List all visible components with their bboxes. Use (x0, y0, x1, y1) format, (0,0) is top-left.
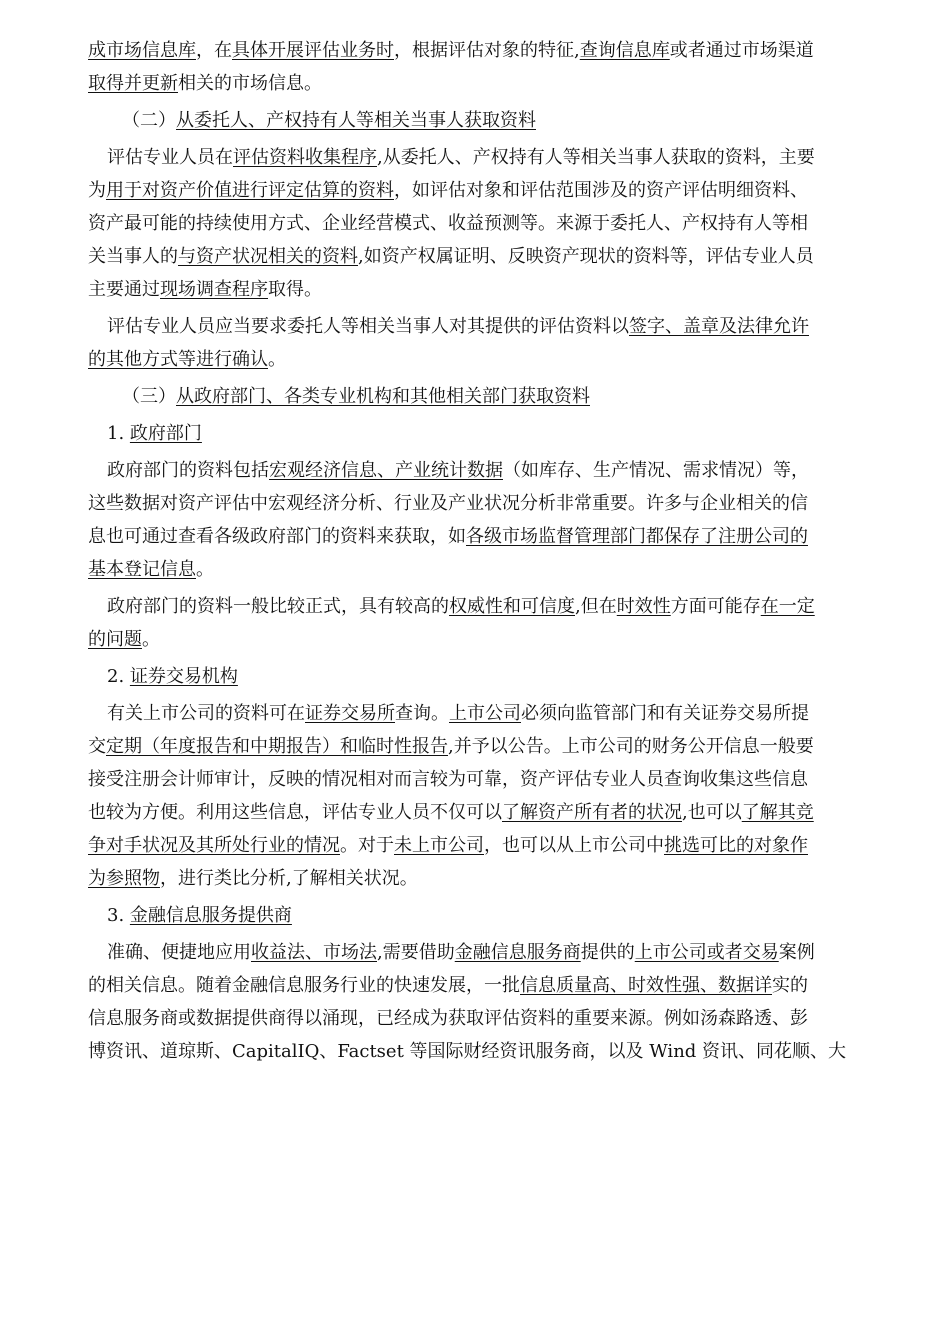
text-run: 实的 (772, 975, 808, 996)
section-heading (88, 104, 864, 137)
paragraph (88, 141, 864, 306)
paragraph (88, 454, 864, 586)
underlined-text: 为参照物 (88, 868, 160, 889)
text-run: 政府部门的资料包括 (107, 460, 269, 481)
paragraph (88, 34, 864, 100)
text-run: （如库存、生产情况、需求情况）等， (503, 460, 809, 481)
paragraph (88, 590, 864, 656)
underlined-text: 在一定 (760, 596, 815, 617)
text-run: ,但在 (575, 596, 617, 617)
underlined-text: 用于对资产价值进行评定估算的资料 (106, 180, 394, 201)
text-line (88, 862, 864, 895)
underlined-text: 签字、盖章及法律允许 (629, 316, 809, 337)
text-line (107, 417, 864, 450)
text-run: 1. (107, 423, 130, 444)
underlined-text: 与资产状况相关的资料 (178, 246, 358, 267)
underlined-text: 挑选可比的对象作 (664, 835, 808, 856)
underlined-text: 的问题 (88, 629, 142, 650)
text-line (88, 936, 864, 969)
text-run: 2. (107, 666, 130, 687)
text-run: 方面可能存 (670, 596, 761, 617)
text-line (88, 487, 864, 520)
underlined-text: 定期（年度报告和中期报告）和临时性报告 (106, 736, 448, 757)
text-line (107, 660, 864, 693)
text-run: ，在 (196, 40, 232, 61)
text-run: 。 (196, 559, 214, 580)
subsection-heading (88, 660, 864, 693)
underlined-text: 基本登记信息 (88, 559, 196, 580)
paragraph (88, 697, 864, 895)
text-line (88, 207, 864, 240)
underlined-text: 信息质量高、时效性强、数据详 (520, 975, 772, 996)
underlined-text: 成市场信息库 (88, 40, 196, 61)
text-line (88, 553, 864, 586)
text-run: 接受注册会计师审计，反映的情况相对而言较为可靠，资产评估专业人员查询收集这些信息 (88, 769, 808, 790)
text-run: 评估专业人员应当要求委托人等相关当事人对其提供的评估资料以 (107, 316, 629, 337)
text-run: ，也可以从上市公司中 (484, 835, 664, 856)
underlined-text: 取得并更新 (88, 73, 178, 94)
text-run: 准确、便捷地应用 (107, 942, 251, 963)
text-run: ，根据评估对象的特征, (394, 40, 580, 61)
text-line (88, 697, 864, 730)
underlined-text: 查询信息库 (579, 40, 670, 61)
text-run: ,如资产权属证明、反映资产现状的资料等，评估专业人员 (358, 246, 814, 267)
paragraph (88, 936, 864, 1068)
text-run: 查询。 (395, 703, 449, 724)
text-run: （二） (122, 110, 176, 131)
text-line (88, 969, 864, 1002)
text-line (88, 141, 864, 174)
underlined-text: 各级市场监督管理部门都保存了注册公司的 (466, 526, 808, 547)
text-run: 相关的市场信息。 (178, 73, 322, 94)
underlined-text: 宏观经济信息、产业统计数据 (269, 460, 503, 481)
text-run: 。 (268, 349, 286, 370)
underlined-text: 现场调查程序 (160, 279, 268, 300)
text-run: 政府部门的资料一般比较正式，具有较高的 (107, 596, 449, 617)
text-run: 这些数据对资产评估中宏观经济分析、行业及产业状况分析非常重要。许多与企业相关的信 (88, 493, 808, 514)
subsection-heading (88, 899, 864, 932)
underlined-text: 具体开展评估业务时 (232, 40, 394, 61)
text-line (88, 240, 864, 273)
text-run: 取得。 (268, 279, 322, 300)
text-run: 必须向监管部门和有关证券交易所提 (521, 703, 809, 724)
text-line (88, 829, 864, 862)
underlined-text: 争对手状况及其所处行业的情况 (88, 835, 340, 856)
underlined-text: 评估资料收集程序 (233, 147, 377, 168)
text-line (122, 380, 864, 413)
text-run: 息也可通过查看各级政府部门的资料来获取，如 (88, 526, 466, 547)
text-run: 。对于 (340, 835, 394, 856)
text-run: 也较为方便。利用这些信息，评估专业人员不仅可以 (88, 802, 502, 823)
text-run: 为 (88, 180, 106, 201)
underlined-text: 收益法、市场法 (251, 942, 377, 963)
text-run: 资产最可能的持续使用方式、企业经营模式、收益预测等。来源于委托人、产权持有人等相 (88, 213, 808, 234)
text-line (122, 104, 864, 137)
text-line (88, 310, 864, 343)
underlined-text: 金融信息服务商 (454, 942, 581, 963)
text-line (88, 343, 864, 376)
underlined-text: 从委托人、产权持有人等相关当事人获取资料 (176, 110, 536, 131)
text-line (88, 1035, 864, 1068)
text-run: 主要通过 (88, 279, 160, 300)
text-line (88, 174, 864, 207)
text-run: 或者通过市场渠道 (669, 40, 814, 61)
subsection-heading (88, 417, 864, 450)
underlined-text: 时效性 (616, 596, 671, 617)
text-run: 信息服务商或数据提供商得以涌现，已经成为获取评估资料的重要来源。例如汤森路透、彭 (88, 1008, 808, 1029)
text-run: ,需要借助 (377, 942, 455, 963)
text-line (88, 763, 864, 796)
text-line (88, 273, 864, 306)
text-run: 案例 (778, 942, 815, 963)
text-line (88, 34, 864, 67)
text-line (88, 67, 864, 100)
text-run: ,也可以 (682, 802, 742, 823)
text-run: 博资讯、道琼斯、CapitalIQ、Factset 等国际财经资讯服务商，以及 Wind 资讯、同花顺、大 (88, 1041, 847, 1062)
text-run: ,并予以公告。上市公司的财务公开信息一般要 (448, 736, 814, 757)
underlined-text: 金融信息服务提供商 (129, 905, 292, 926)
text-line (88, 1002, 864, 1035)
underlined-text: 了解资产所有者的状况 (502, 802, 682, 823)
text-run: ，进行类比分析,了解相关状况。 (160, 868, 418, 889)
text-run: ，如评估对象和评估范围涉及的资产评估明细资料、 (394, 180, 808, 201)
paragraph (88, 310, 864, 376)
underlined-text: 证券交易机构 (129, 666, 238, 687)
underlined-text: 权威性和可信度 (449, 596, 575, 617)
text-run: 的相关信息。随着金融信息服务行业的快速发展，一批 (88, 975, 520, 996)
underlined-text: 的其他方式等进行确认 (88, 349, 268, 370)
text-run: （三） (122, 386, 176, 407)
text-run: 关当事人的 (88, 246, 178, 267)
text-run: 3. (107, 905, 130, 926)
text-run: 。 (142, 629, 160, 650)
text-line (88, 623, 864, 656)
text-line (88, 590, 864, 623)
underlined-text: 上市公司或者交易 (634, 942, 779, 963)
underlined-text: 未上市公司 (394, 835, 484, 856)
text-run: 有关上市公司的资料可在 (107, 703, 305, 724)
underlined-text: 从政府部门、各类专业机构和其他相关部门获取资料 (176, 386, 590, 407)
text-run: ,从委托人、产权持有人等相关当事人获取的资料，主要 (377, 147, 815, 168)
underlined-text: 政府部门 (129, 423, 202, 444)
text-line (88, 796, 864, 829)
text-line (88, 520, 864, 553)
underlined-text: 了解其竞 (741, 802, 814, 823)
text-line (88, 454, 864, 487)
text-line (107, 899, 864, 932)
text-line (88, 730, 864, 763)
text-run: 评估专业人员在 (107, 147, 233, 168)
text-run: 提供的 (580, 942, 635, 963)
underlined-text: 上市公司 (449, 703, 521, 724)
section-heading (88, 380, 864, 413)
text-run: 交 (88, 736, 106, 757)
underlined-text: 证券交易所 (305, 703, 395, 724)
